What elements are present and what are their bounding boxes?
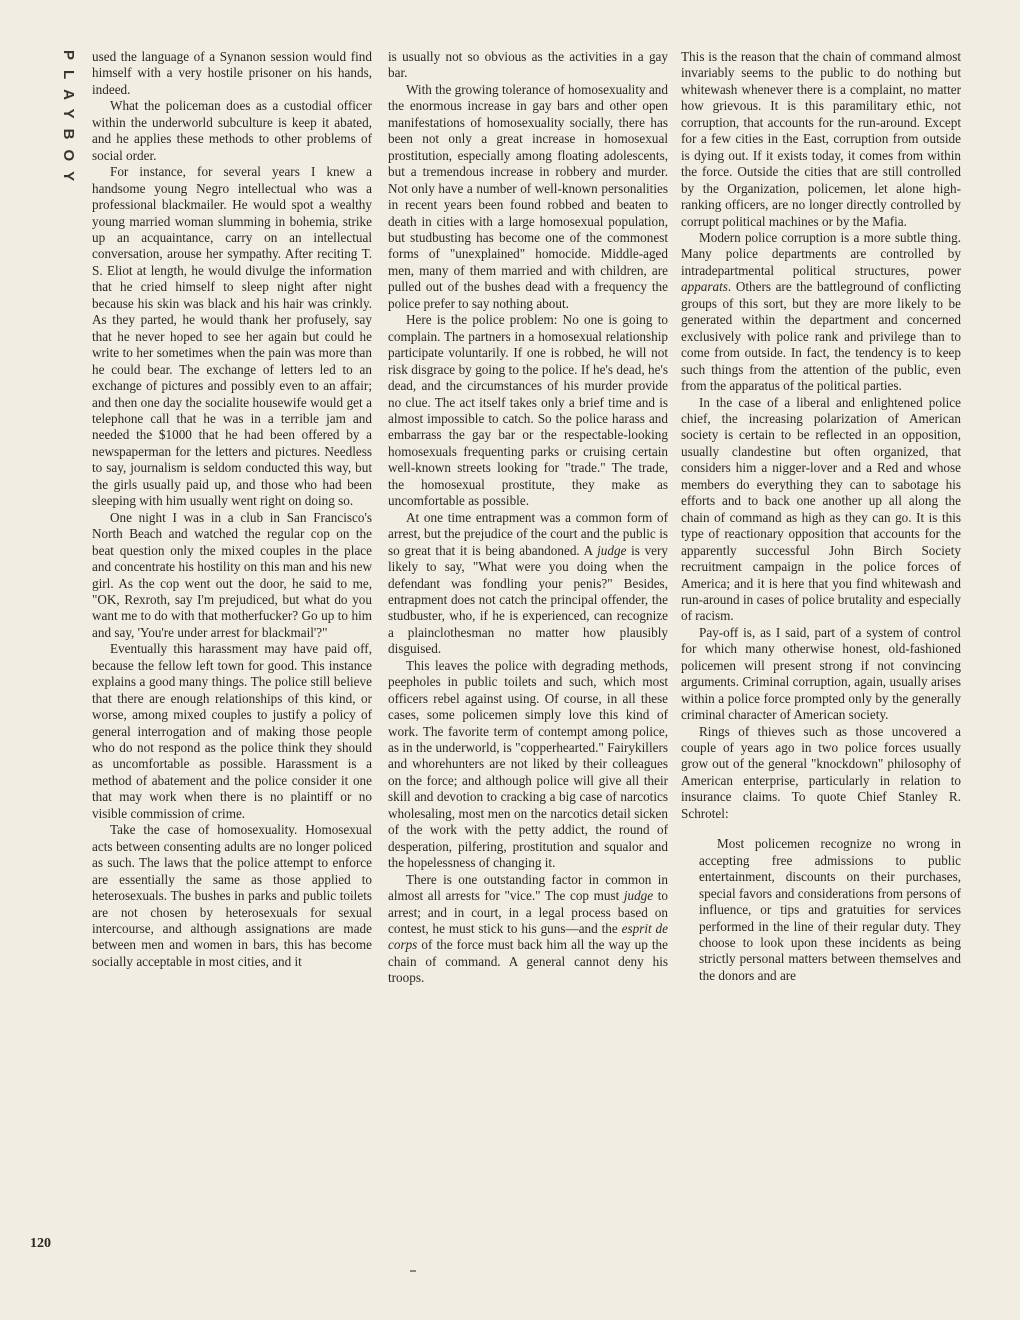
paragraph: There is one outstanding factor in common in almost all arrests for "vice." The cop must judge to arrest; and in court, in a legal process based on contest, he must stick to his guns—and the esprit de corps of the force must back him all the way up the chain of command. A general cannot deny his troops. xyxy=(388,871,668,986)
text-column-2 xyxy=(388,49,668,987)
paragraph: This leaves the police with degrading methods, peepholes in public toilets and such, which most officers rebel against using. Of course, in all these cases, some policemen simply love this kind of work. The favorite term of contempt among police, as in the underworld, is "copperhearted." Fairykillers and whorehunters are not liked by their colleagues on the force; and although police will give all their skill and devotion to cracking a big case of narcotics wholesaling, most men on the narcotics detail sicken of the work with the petty addict, the round of desperation, pilfering, prostitution and squalor and the hopelessness of changing it. xyxy=(388,657,668,871)
paragraph: Here is the police problem: No one is going to complain. The partners in a homosexual relationship participate voluntarily. If one is robbed, he will not risk disgrace by going to the police. If he's dead, he's dead, and the circumstances of his murder provide no clue. The act itself takes only a brief time and is almost impossible to catch. So the police harass and embarrass the gay bar or the respectable-looking homosexuals frequenting parks or cruising certain well-known streets looking for "trade." The trade, the homosexual prostitute, they make as uncomfortable as possible. xyxy=(388,312,668,509)
text-column-1 xyxy=(92,49,372,970)
print-speck xyxy=(410,1270,416,1272)
paragraph: Take the case of homosexuality. Homosexual acts between consenting adults are no longer policed as such. The laws that the police attempt to enforce are essentially the same as those applied to heterosexuals. The bushes in parks and public toilets are not chosen by heterosexuals for sexual intercourse, and although assignations are made between men and women in bars, this has become socially acceptable in most cities, and it xyxy=(92,822,372,969)
paragraph: This is the reason that the chain of command almost invariably seems to the public to do nothing but whitewash whenever there is a complaint, no matter how grievous. It is this paramilitary ethic, not corruption, that accounts for the run-around. Except for a few cities in the East, corruption from outside is dying out. If it exists today, it comes from within the force. Outside the cities that are still controlled by the Organization, policemen, let alone high-ranking officers, are no longer directly controlled by corrupt political machines or by the Mafia. xyxy=(681,49,961,229)
block-quote: Most policemen recognize no wrong in accepting free admissions to public entertainment, discounts on their purchases, special favors and considerations from persons of influence, or tips and gratuities for services performed in the line of their regular duty. They choose to look upon these incidents as being strictly personal matters between themselves and the donors and are xyxy=(699,836,961,983)
paragraph: Modern police corruption is a more subtle thing. Many police departments are controlled by intradepartmental political structures, power apparats. Others are the battleground of conflicting groups of this sort, but they are more likely to be generated within the department and concerned exclusively with police rank and privilege than to come from outside. In fact, the tendency is to keep such things from the attention of the public, even from the apparatus of the political parties. xyxy=(681,229,961,394)
paragraph: At one time entrapment was a common form of arrest, but the prejudice of the court and the public is so great that it is being abandoned. A judge is very likely to say, "What were you doing when the defendant was fondling your penis?" Besides, entrapment does not catch the principal offender, the studbuster, who, if he is experienced, can recognize a plainclothesman no matter how plausibly disguised. xyxy=(388,509,669,657)
paragraph: One night I was in a club in San Francisco's North Beach and watched the regular cop on the beat question only the mixed couples in the place and concentrate his hostility on this man and his new girl. As the cop went out the door, he said to me, "OK, Rexroth, say I'm prejudiced, but what do you want me to do with that motherfucker? Go up to him and say, 'You're under arrest for blackmail'?" xyxy=(92,509,372,640)
paragraph: used the language of a Synanon session would find himself with a very hostile prisoner on his hands, indeed. xyxy=(92,49,372,97)
paragraph: Eventually this harassment may have paid off, because the fellow left town for good. This instance explains a good many things. The police still believe that there are enough relationships of this kind, or worse, among mixed couples to justify a policy of general interrogation and of making those people who do not respond as the police think they should as uncomfortable as possible. Harassment is a method of abatement and the police consider it one that may work when there is no plaintiff or no visible commission of crime. xyxy=(92,641,372,821)
paragraph: Rings of thieves such as those uncovered a couple of years ago in two police forces usually grow out of the general "knockdown" philosophy of American enterprise, particularly in relation to insurance claims. To quote Chief Stanley R. Schrotel: xyxy=(681,723,961,821)
page-number: 120 xyxy=(30,1236,51,1251)
paragraph: What the policeman does as a custodial officer within the underworld subculture is keep it abated, and he applies these methods to other problems of social order. xyxy=(92,98,372,163)
paragraph: In the case of a liberal and enlightened police chief, the increasing polarization of American society is certain to be reflected in an opposition, usually clandestine but often organized, that considers him a nigger-lover and a Red and whose members do everything they can to sabotage his efforts and to back one another up all along the chain of command as high as they can go. It is this type of reactionary opposition that accounts for the apparently successful John Birch Society recruitment campaign in the police forces of America; and it is here that you find whitewash and run-around in cases of police brutality and especially of racism. xyxy=(681,394,961,624)
text-column-3 xyxy=(681,49,961,984)
paragraph: is usually not so obvious as the activities in a gay bar. xyxy=(388,49,668,81)
paragraph: With the growing tolerance of homosexuality and the enormous increase in gay bars and other open manifestations of homosexuality socially, there has been not only a great increase in homosexual prostitution, especially among floating adolescents, but a tremendous increase in robbery and murder. Not only have a number of well-known personalities in recent years been found robbed and beaten to death in cities with a large homosexual population, but studbusting has become one of the commonest forms of "unexplained" homocide. Middle-aged men, many of them married and with children, are pulled out of the bushes dead with a frequency the police prefer to say nothing about. xyxy=(388,81,668,311)
paragraph: Pay-off is, as I said, part of a system of control for which many otherwise honest, old-fashioned policemen will present strong if not convincing arguments. Criminal corruption, again, usually arises within a police force prompted only by the generally criminal character of American society. xyxy=(681,624,961,723)
masthead: PLAYBOY xyxy=(60,50,77,192)
paragraph: For instance, for several years I knew a handsome young Negro intellectual who was a professional blackmailer. He would spot a wealthy young married woman slumming in bohemia, strike up an acquaintance, carry on an intellectual conversation, arouse her sympathy. After reciting T. S. Eliot at length, he would divulge the information that he cried himself to sleep night after night because his skin was black and his hair was crinkly. As they parted, he would thank her profusely, say that he never hoped to see her again but could he write to her sometimes when the pain was more than he could bear. The exchange of letters led to an exchange of pictures and possibly even to an affair; and then one day the socialite housewife would get a telephone call that he was in a terrible jam and needed the $1000 that he had been offered by a newspaperman for the letters and pictures. Needless to say, journalism is seldom conducted this way, but the girls usually paid up, and those who had been sleeping with him usually went right on doing so. xyxy=(92,164,372,509)
